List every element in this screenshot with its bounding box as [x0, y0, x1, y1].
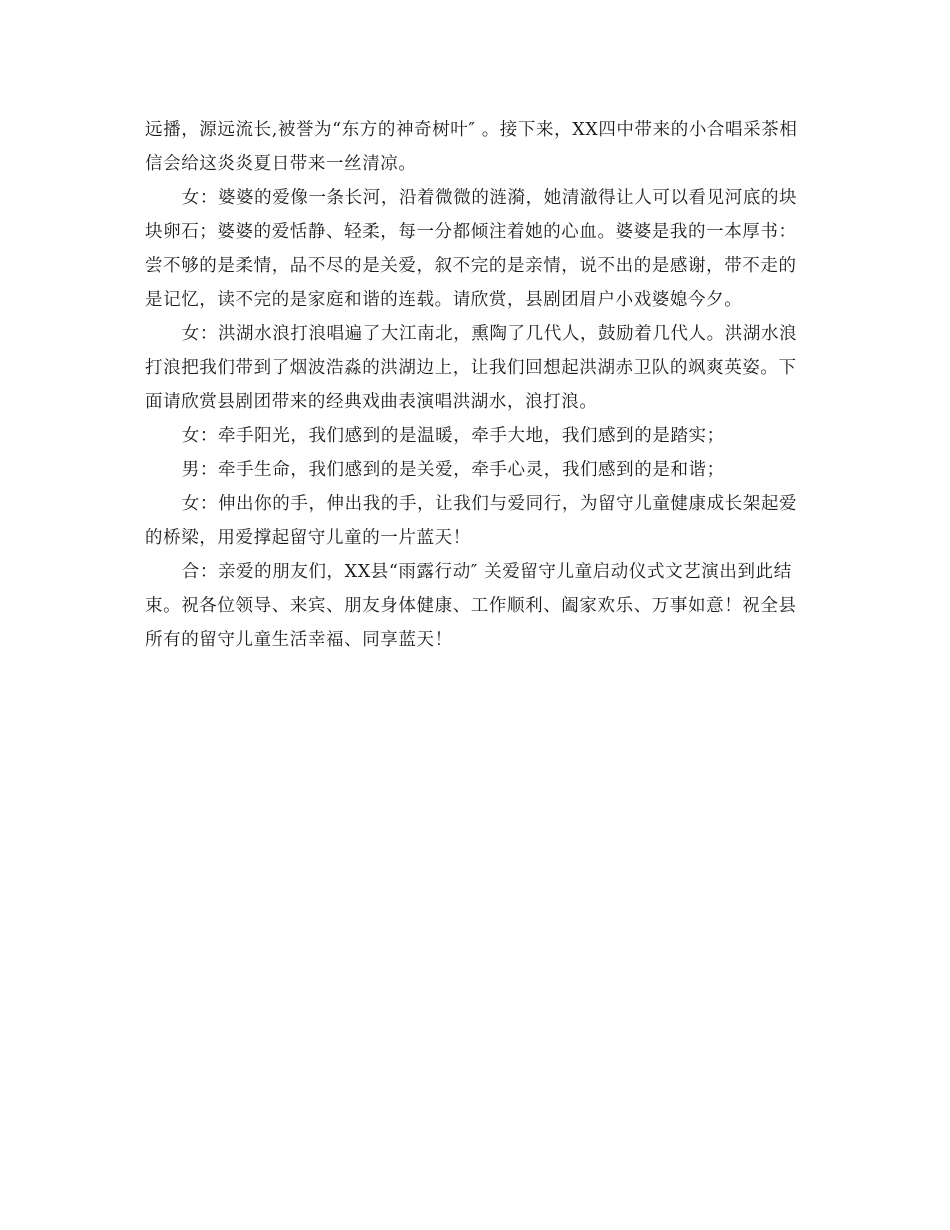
- paragraph-closing: 合：亲爱的朋友们，XX县“雨露行动″ 关爱留守儿童启动仪式文艺演出到此结束。祝各位领导、来宾、朋友身体健康、工作顺利、阖家欢乐、万事如意！祝全县所有的留守儿童生活幸福、同享蓝天！: [145, 562, 797, 650]
- paragraph-mother-in-law: 女：婆婆的爱像一条长河，沿着微微的涟漪，她清澈得让人可以看见河底的块块卵石；婆婆的爱恬静、轻柔，每一分都倾注着她的心血。婆婆是我的一本厚书：尝不够的是柔情，品不尽的是关爱，叙不完的是亲情，说不出的是感谢，带不走的是记忆，读不完的是家庭和谐的连载。请欣赏，县剧团眉户小戏婆媳今夕。: [145, 188, 798, 310]
- paragraph-honghu-water: 女：洪湖水浪打浪唱遍了大江南北，熏陶了几代人，鼓励着几代人。洪湖水浪打浪把我们带到了烟波浩淼的洪湖边上，让我们回想起洪湖赤卫队的飒爽英姿。下面请欣赏县剧团带来的经典戏曲表演唱洪湖水，浪打浪。: [145, 324, 798, 412]
- document-body: [145, 113, 810, 657]
- paragraph-hold-sunshine: 女：牵手阳光，我们感到的是温暖，牵手大地，我们感到的是踏实；: [181, 426, 725, 446]
- paragraph-continuation: 远播，源远流长,被誉为“东方的神奇树叶″ 。接下来，XX四中带来的小合唱采茶相信会给这炎炎夏日带来一丝清凉。: [145, 120, 798, 174]
- paragraph-reach-out: 女：伸出你的手，伸出我的手，让我们与爱同行，为留守儿童健康成长架起爱的桥梁，用爱撑起留守儿童的一片蓝天！: [145, 494, 798, 548]
- paragraph-hold-life: 男：牵手生命，我们感到的是关爱，牵手心灵，我们感到的是和谐；: [181, 460, 725, 480]
